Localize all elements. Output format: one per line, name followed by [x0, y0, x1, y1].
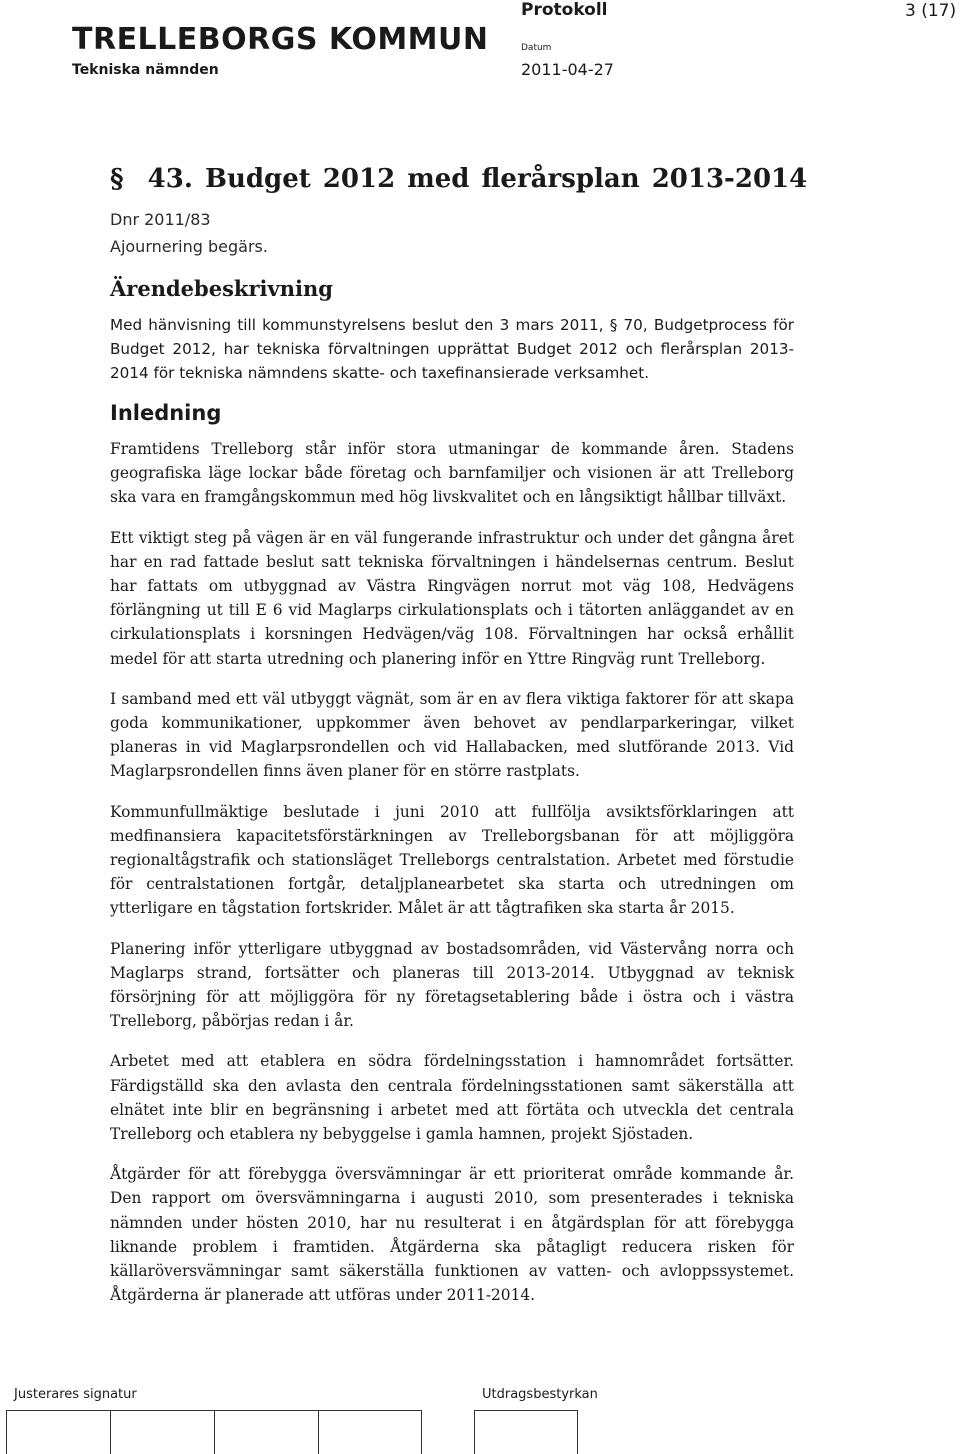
paragraph: I samband med ett väl utbyggt vägnät, som är en av flera viktiga faktorer för att skapa goda kommunikationer, uppkommer även behovet av pendlarparkeringar, vilket planeras in vid Maglarpsrondellen och vid Hallabacken, med slutförande 2013. Vid Maglarpsrondellen finns även planer för en större rastplats.: [110, 689, 794, 781]
committee-name: Tekniska nämnden: [72, 62, 219, 78]
page-header: [0, 0, 960, 90]
paragraph: Kommunfullmäktige beslutade i juni 2010 att fullfölja avsiktsförklaringen att medfinansiera kapacitetsförstärkningen av Trelleborgsbanan för att möjliggöra regionaltågstrafik och stationsläget Trelleborgs centralstation. Arbetet med förstudie för centralstationen fortgår, detaljplanearbetet ska starta och utredningen om ytterligare en tågstation fortskrider. Målet är att tågtrafiken ska starta år 2015.: [110, 802, 794, 918]
section-title: [110, 164, 808, 194]
section-sign: §: [110, 164, 124, 194]
signature-box: [318, 1410, 422, 1454]
section-number: 43.: [147, 164, 193, 194]
certification-box: [474, 1410, 578, 1454]
paragraph: Planering inför ytterligare utbyggnad av bostadsområden, vid Västervång norra och Maglarps strand, fortsätter och planeras till 2013-2014. Utbyggnad av teknisk försörjning för att möjliggöra för ny företagsetablering både i östra och i västra Trelleborg, påbörjas redan i år.: [110, 939, 794, 1031]
section-title-text: Budget 2012 med flerårsplan 2013-2014: [204, 164, 808, 194]
signature-box: [214, 1410, 318, 1454]
certification-boxes: [474, 1410, 578, 1454]
document-date: 2011-04-27: [521, 60, 614, 79]
page-footer: [0, 1384, 960, 1454]
paragraph: Arbetet med att etablera en södra fördelningsstation i hamnområdet fortsätter. Färdigställd ska den avlasta den centrala fördelningsstationen samt säkerställa att elnätet inte blir en begränsning i arbetet med att förtäta och utveckla det centrala Trelleborg och etablera ny bebyggelse i gamla hamnen, projekt Sjöstaden.: [110, 1052, 794, 1144]
signature-box: [110, 1410, 214, 1454]
certification-label: Utdragsbestyrkan: [482, 1387, 598, 1402]
heading-arendebeskrivning: Ärendebeskrivning: [110, 276, 333, 301]
signature-boxes: [6, 1410, 422, 1454]
document-type: Protokoll: [521, 0, 608, 20]
organization-name: TRELLEBORGS KOMMUN: [72, 22, 489, 57]
paragraph: Åtgärder för att förebygga översvämningar är ett prioriterat område kommande år. Den rapport om översvämningarna i augusti 2010, som presenterades i tekniska nämnden under hösten 2010, har nu resulterat i en åtgärdsplan för att förebygga liknande problem i framtiden. Åtgärderna ska påtagligt reducera risken för källaröversvämningar samt säkerställa funktionen av vatten- och avloppssystemet. Åtgärderna är planerade att utföras under 2011-2014.: [110, 1165, 794, 1305]
document-body: [110, 164, 808, 1324]
page-number: 3 (17): [905, 1, 957, 21]
paragraph: Ett viktigt steg på vägen är en väl fungerande infrastruktur och under det gångna året har en rad fattade beslut satt tekniska förvaltningen i händelsernas centrum. Beslut har fattats om utbyggnad av Västra Ringvägen norrut mot väg 108, Hedvägens förlängning ut till E 6 vid Maglarps cirkulationsplats och i tätorten anläggandet av en cirkulationsplats i korsningen Hedvägen/väg 108. Förvaltningen har också erhållit medel för att starta utredning och planering inför en Yttre Ringväg runt Trelleborg.: [110, 528, 794, 668]
heading-inledning: Inledning: [110, 401, 222, 425]
signature-label: Justerares signatur: [14, 1387, 137, 1402]
case-number: Dnr 2011/83: [110, 210, 211, 229]
adjournment-note: Ajournering begärs.: [110, 237, 268, 256]
signature-box: [6, 1410, 110, 1454]
paragraph: Framtidens Trelleborg står inför stora utmaningar de kommande åren. Stadens geografiska läge lockar både företag och barnfamiljer och visionen är att Trelleborg ska vara en framgångskommun med hög livskvalitet och en långsiktigt hållbar tillväxt.: [110, 440, 794, 507]
paragraph-arendebeskrivning: Med hänvisning till kommunstyrelsens beslut den 3 mars 2011, § 70, Budgetprocess för Budget 2012, har tekniska förvaltningen upprättat Budget 2012 och flerårsplan 2013-2014 för tekniska nämndens skatte- och taxefinansierade verksamhet.: [110, 316, 794, 382]
date-label: Datum: [521, 43, 552, 53]
